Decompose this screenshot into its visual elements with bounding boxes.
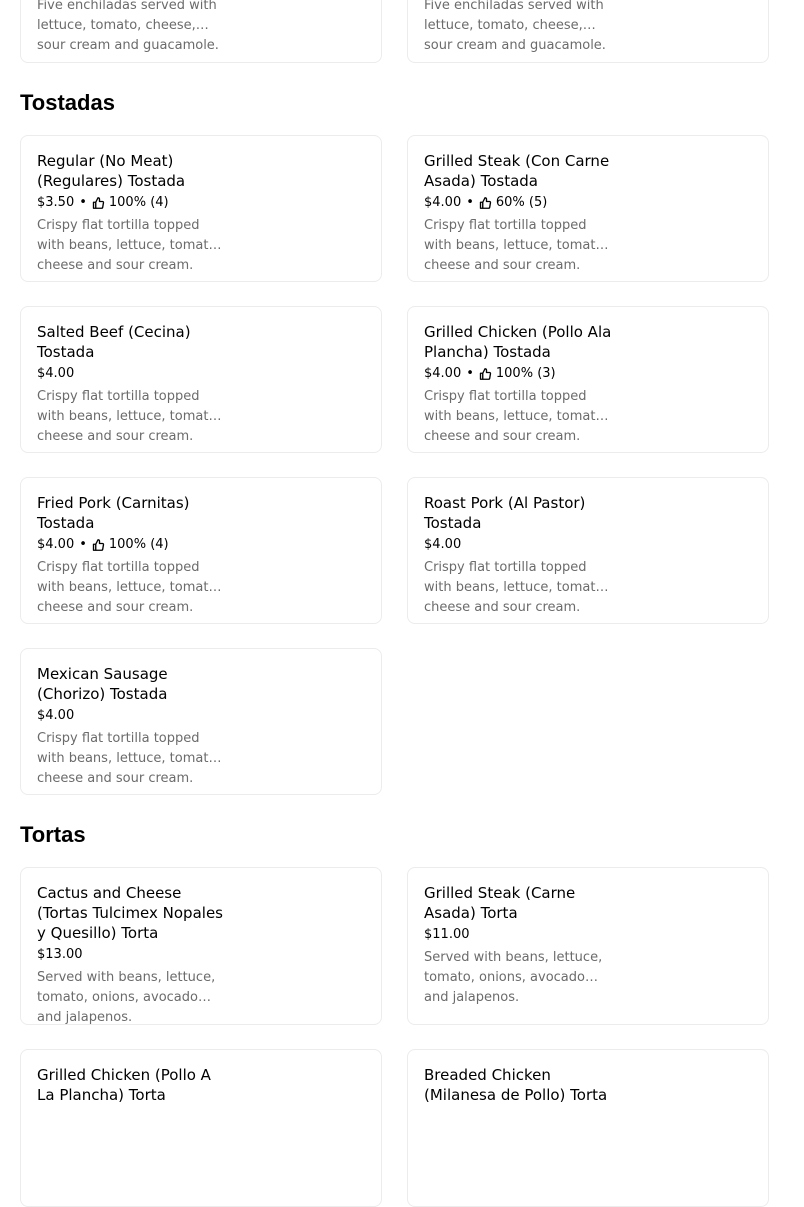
item-name: Salted Beef (Cecina) Tostada xyxy=(37,323,191,361)
item-name: Fried Pork (Carnitas) Tostada xyxy=(37,494,190,532)
meta-separator: • xyxy=(79,537,87,552)
menu-item-card[interactable] xyxy=(20,1049,382,1207)
section-title-tostadas: Tostadas xyxy=(20,90,115,115)
item-price: $13.00 xyxy=(37,947,83,962)
menu-item-card[interactable] xyxy=(20,648,382,795)
item-meta xyxy=(37,366,365,382)
menu-item-card[interactable] xyxy=(20,867,382,1025)
item-description: Served with beans, lettuce, tomato, onions, avocado and jalapenos. xyxy=(37,970,216,1025)
item-meta xyxy=(37,947,365,963)
meta-separator: • xyxy=(466,195,474,210)
item-name: Roast Pork (Al Pastor) Tostada xyxy=(424,494,586,532)
item-rating: 100% (4) xyxy=(108,195,169,210)
item-name: Mexican Sausage (Chorizo) Tostada xyxy=(37,665,168,703)
item-description: Crispy flat tortilla topped with beans, lettuce, tomato, cheese and sour cream. xyxy=(424,218,608,273)
item-meta xyxy=(37,195,365,211)
item-description: Five enchiladas served with lettuce, tomato, cheese, sour cream and guacamole. xyxy=(424,0,606,53)
item-meta xyxy=(37,708,365,724)
item-price: $4.00 xyxy=(424,366,462,381)
menu-item-card[interactable] xyxy=(20,0,382,63)
item-description: Crispy flat tortilla topped with beans, lettuce, tomato, cheese and sour cream. xyxy=(37,560,221,615)
item-description: Crispy flat tortilla topped with beans, lettuce, tomato, cheese and sour cream. xyxy=(424,389,608,444)
item-description: Crispy flat tortilla topped with beans, lettuce, tomato, cheese and sour cream. xyxy=(37,731,221,786)
item-meta xyxy=(424,927,752,943)
item-meta xyxy=(424,195,752,211)
item-price: $3.50 xyxy=(37,195,75,210)
item-name: Cactus and Cheese (Tortas Tulcimex Nopales y Quesillo) Torta xyxy=(37,884,223,942)
item-description: Served with beans, lettuce, tomato, onions, avocado and jalapenos. xyxy=(424,950,603,1005)
menu-item-card[interactable] xyxy=(407,867,769,1025)
meta-separator: • xyxy=(466,366,474,381)
item-price: $4.00 xyxy=(37,708,75,723)
item-description: Crispy flat tortilla topped with beans, lettuce, tomato, cheese and sour cream. xyxy=(424,560,608,615)
item-price: $11.00 xyxy=(424,927,470,942)
menu-item-card[interactable] xyxy=(407,306,769,453)
item-name: Grilled Chicken (Pollo Ala Plancha) Tostada xyxy=(424,323,612,361)
item-name: Breaded Chicken (Milanesa de Pollo) Torta xyxy=(424,1066,608,1104)
item-price: $4.00 xyxy=(37,537,75,552)
section-title-tortas: Tortas xyxy=(20,822,86,847)
thumbs-up-icon xyxy=(479,368,491,380)
item-meta xyxy=(37,537,365,553)
item-rating: 100% (4) xyxy=(108,537,169,552)
item-description: Five enchiladas served with lettuce, tomato, cheese, sour cream and guacamole. xyxy=(37,0,219,53)
item-price: $4.00 xyxy=(424,195,462,210)
menu-item-card[interactable] xyxy=(20,477,382,624)
item-meta xyxy=(424,537,752,553)
item-rating: 60% (5) xyxy=(495,195,548,210)
menu-item-card[interactable] xyxy=(20,135,382,282)
item-price: $4.00 xyxy=(37,366,75,381)
item-name: Grilled Steak (Con Carne Asada) Tostada xyxy=(424,152,610,190)
item-name: Regular (No Meat) (Regulares) Tostada xyxy=(37,152,186,190)
item-name: Grilled Chicken (Pollo A La Plancha) Torta xyxy=(37,1066,211,1104)
thumbs-up-icon xyxy=(479,197,491,209)
item-price: $4.00 xyxy=(424,537,462,552)
thumbs-up-icon xyxy=(92,539,104,551)
item-description: Crispy flat tortilla topped with beans, lettuce, tomato, cheese and sour cream. xyxy=(37,389,221,444)
item-name: Grilled Steak (Carne Asada) Torta xyxy=(424,884,576,922)
menu-item-card[interactable] xyxy=(20,306,382,453)
item-rating: 100% (3) xyxy=(495,366,556,381)
thumbs-up-icon xyxy=(92,197,104,209)
item-meta xyxy=(424,366,752,382)
item-description: Crispy flat tortilla topped with beans, lettuce, tomato, cheese and sour cream. xyxy=(37,218,221,273)
meta-separator: • xyxy=(79,195,87,210)
menu-item-card[interactable] xyxy=(407,0,769,63)
menu-item-card[interactable] xyxy=(407,135,769,282)
menu-item-card[interactable] xyxy=(407,1049,769,1207)
menu-item-card[interactable] xyxy=(407,477,769,624)
